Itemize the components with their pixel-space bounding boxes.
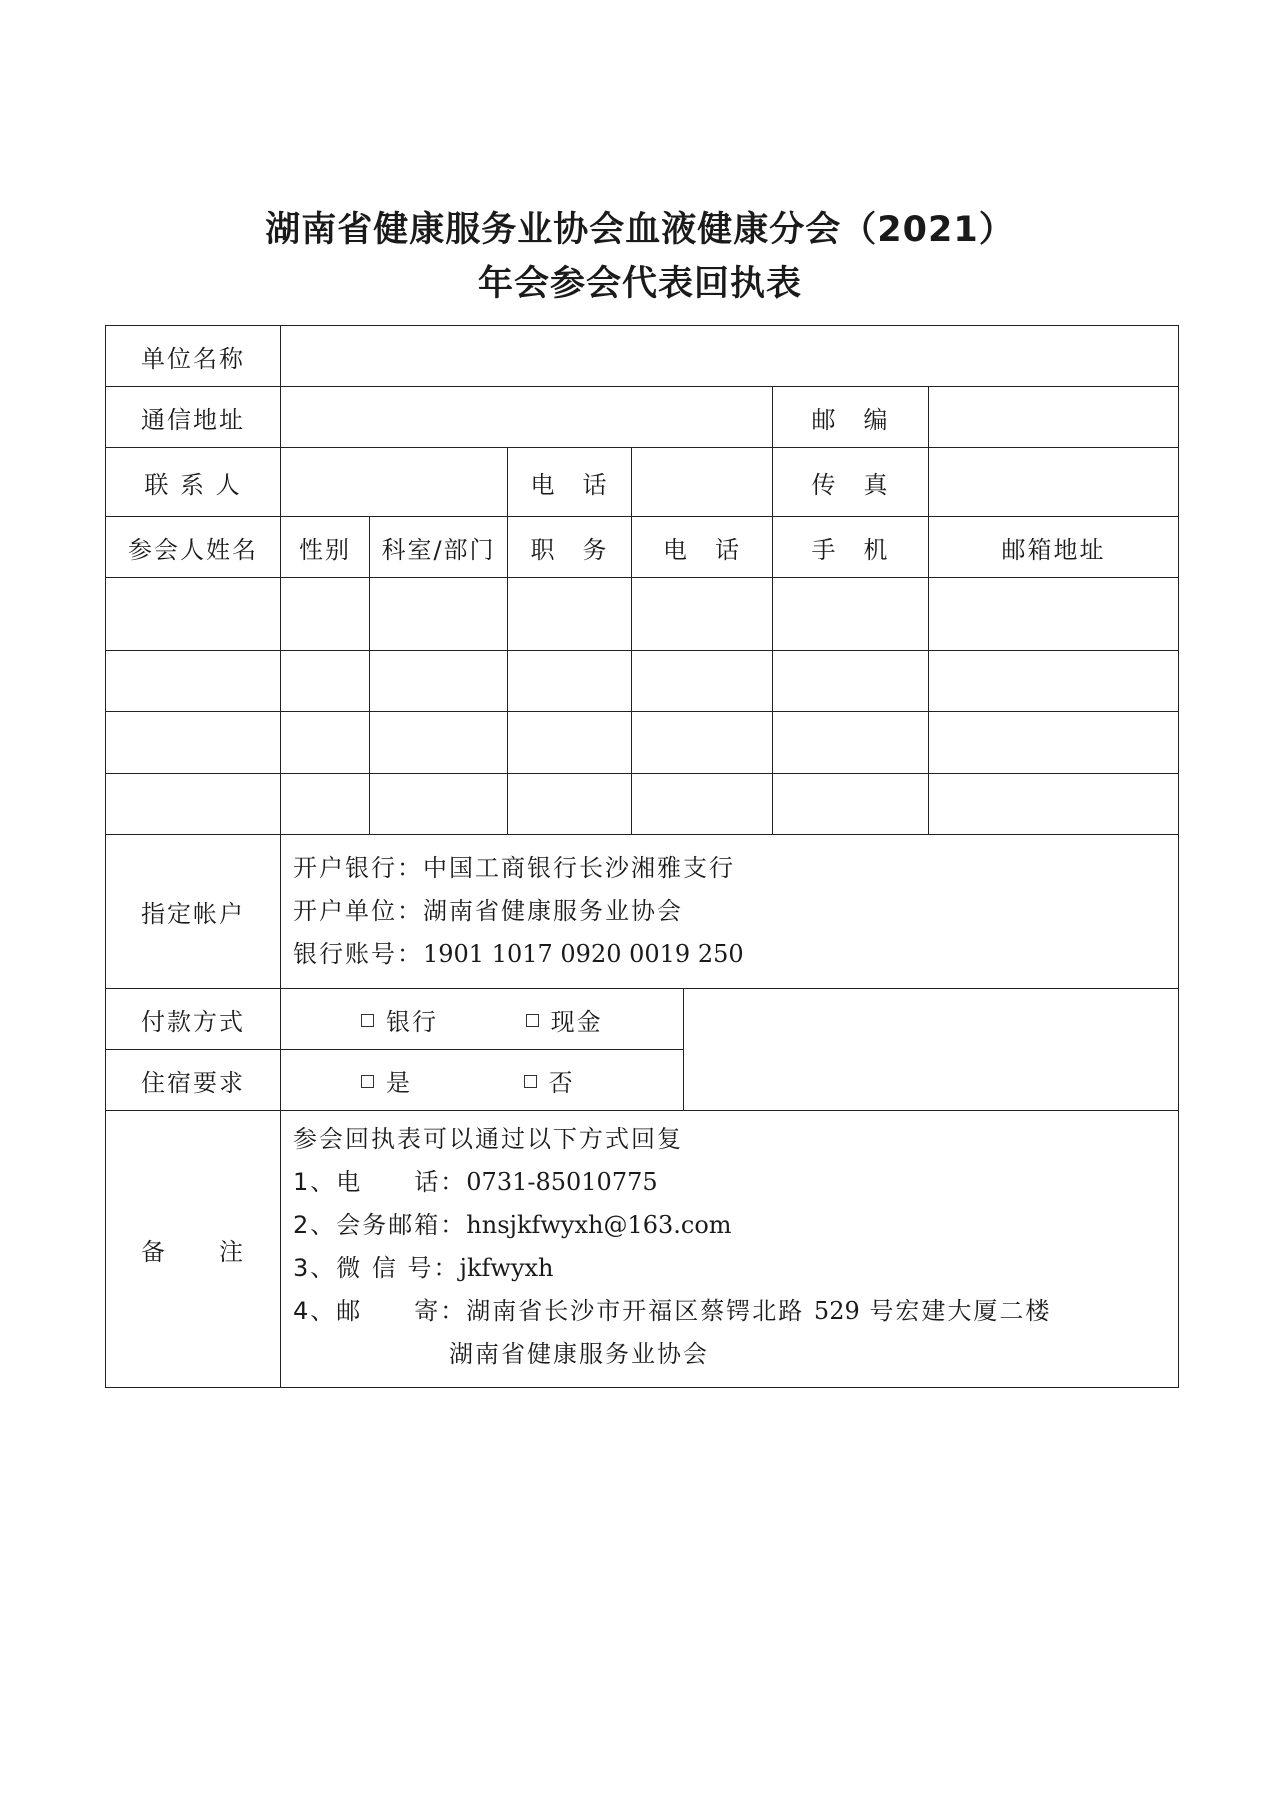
bank-name: 中国工商银行长沙湘雅支行 <box>423 854 735 882</box>
unit-name-field[interactable] <box>281 326 1179 387</box>
notes-row <box>106 1111 1179 1388</box>
col-header-position: 职 务 <box>508 517 632 578</box>
fax-field[interactable] <box>929 448 1179 517</box>
account-number: 1901 1017 0920 0019 250 <box>423 940 744 968</box>
attendee-row <box>106 774 1179 835</box>
attendee-name-cell[interactable] <box>106 712 281 774</box>
account-number-prefix: 银行账号： <box>293 940 423 968</box>
notes-phone-prefix: 1、电 话： <box>293 1168 467 1196</box>
attendee-position-cell[interactable] <box>508 651 632 712</box>
fax-label: 传 真 <box>773 448 929 517</box>
attendee-mobile-cell[interactable] <box>773 712 929 774</box>
attendee-gender-cell[interactable] <box>281 578 370 651</box>
notes-mail-prefix: 4、邮 寄： <box>293 1297 467 1325</box>
contact-phone-field[interactable] <box>632 448 773 517</box>
payment-row <box>106 989 1179 1050</box>
notes-mail-recipient: 湖南省健康服务业协会 <box>449 1340 709 1368</box>
bank-line <box>293 847 1178 890</box>
checkbox-icon[interactable] <box>526 1014 539 1027</box>
col-header-gender: 性别 <box>281 517 370 578</box>
checkbox-icon[interactable] <box>361 1014 374 1027</box>
lodging-option-no[interactable] <box>524 1063 575 1098</box>
attendee-header-row <box>106 517 1179 578</box>
lodging-label: 住宿要求 <box>106 1050 281 1111</box>
attendee-phone-cell[interactable] <box>632 712 773 774</box>
account-label: 指定帐户 <box>106 835 281 989</box>
col-header-mobile: 手 机 <box>773 517 929 578</box>
payment-options <box>281 989 684 1050</box>
checkbox-icon[interactable] <box>524 1075 537 1088</box>
attendee-email-cell[interactable] <box>929 712 1179 774</box>
postcode-label: 邮 编 <box>773 387 929 448</box>
address-label: 通信地址 <box>106 387 281 448</box>
account-number-line <box>293 933 1178 976</box>
attendee-phone-cell[interactable] <box>632 651 773 712</box>
contact-field[interactable] <box>281 448 508 517</box>
contact-label: 联 系 人 <box>106 448 281 517</box>
attendee-department-cell[interactable] <box>370 578 508 651</box>
attendee-email-cell[interactable] <box>929 651 1179 712</box>
registration-form-table <box>105 325 1179 1388</box>
notes-email-value: hnsjkfwyxh@163.com <box>466 1211 732 1239</box>
checkbox-icon[interactable] <box>361 1075 374 1088</box>
notes-phone-line <box>293 1161 1178 1204</box>
account-unit-name: 湖南省健康服务业协会 <box>423 897 683 925</box>
account-row <box>106 835 1179 989</box>
bank-prefix: 开户银行： <box>293 854 423 882</box>
attendee-name-cell[interactable] <box>106 578 281 651</box>
attendee-mobile-cell[interactable] <box>773 774 929 835</box>
notes-mail-line <box>293 1290 1178 1333</box>
attendee-row <box>106 578 1179 651</box>
attendee-gender-cell[interactable] <box>281 774 370 835</box>
attendee-position-cell[interactable] <box>508 578 632 651</box>
attendee-row <box>106 651 1179 712</box>
notes-wechat-prefix: 3、微 信 号： <box>293 1254 460 1282</box>
col-header-name: 参会人姓名 <box>106 517 281 578</box>
attendee-mobile-cell[interactable] <box>773 578 929 651</box>
attendee-email-cell[interactable] <box>929 774 1179 835</box>
attendee-mobile-cell[interactable] <box>773 651 929 712</box>
notes-mail-address-number: 529 <box>813 1297 860 1325</box>
notes-mail-address-a: 湖南省长沙市开福区蔡锷北路 <box>466 1297 805 1325</box>
col-header-phone: 电 话 <box>632 517 773 578</box>
attendee-name-cell[interactable] <box>106 774 281 835</box>
attendee-phone-cell[interactable] <box>632 578 773 651</box>
attendee-position-cell[interactable] <box>508 774 632 835</box>
attendee-position-cell[interactable] <box>508 712 632 774</box>
col-header-department: 科室/部门 <box>370 517 508 578</box>
postcode-field[interactable] <box>929 387 1179 448</box>
attendee-department-cell[interactable] <box>370 651 508 712</box>
attendee-department-cell[interactable] <box>370 774 508 835</box>
payment-option-bank-label: 银行 <box>386 1007 438 1036</box>
notes-content <box>281 1111 1179 1388</box>
payment-label: 付款方式 <box>106 989 281 1050</box>
attendee-email-cell[interactable] <box>929 578 1179 651</box>
attendee-phone-cell[interactable] <box>632 774 773 835</box>
notes-intro: 参会回执表可以通过以下方式回复 <box>293 1125 683 1153</box>
attendee-department-cell[interactable] <box>370 712 508 774</box>
payment-option-bank[interactable] <box>361 1002 438 1037</box>
attendee-gender-cell[interactable] <box>281 651 370 712</box>
payment-option-cash-label: 现金 <box>550 1007 603 1036</box>
notes-email-prefix: 2、会务邮箱： <box>293 1211 467 1239</box>
notes-phone-value: 0731-85010775 <box>466 1168 658 1196</box>
address-field[interactable] <box>281 387 773 448</box>
blank-merged-cell <box>684 989 1179 1111</box>
payment-option-cash[interactable] <box>526 1002 603 1037</box>
notes-email-line <box>293 1204 1178 1247</box>
unit-name-row <box>106 326 1179 387</box>
document-title-line1: 湖南省健康服务业协会血液健康分会（2021） <box>265 210 1015 250</box>
account-info <box>281 835 1179 989</box>
contact-phone-label: 电 话 <box>508 448 632 517</box>
attendee-row <box>106 712 1179 774</box>
document-title-line2: 年会参会代表回执表 <box>477 264 802 304</box>
lodging-option-no-label: 否 <box>548 1068 575 1097</box>
unit-name-label: 单位名称 <box>106 326 281 387</box>
contact-row <box>106 448 1179 517</box>
address-row <box>106 387 1179 448</box>
attendee-gender-cell[interactable] <box>281 712 370 774</box>
lodging-option-yes-label: 是 <box>386 1068 412 1097</box>
account-unit-line <box>293 890 1178 933</box>
col-header-email: 邮箱地址 <box>929 517 1179 578</box>
lodging-options <box>281 1050 684 1111</box>
notes-mail-address-b: 号宏建大厦二楼 <box>869 1297 1052 1325</box>
notes-label: 备 注 <box>106 1111 281 1388</box>
account-unit-prefix: 开户单位： <box>293 897 423 925</box>
notes-wechat-line <box>293 1247 1178 1290</box>
notes-wechat-value: jkfwyxh <box>459 1254 554 1282</box>
lodging-option-yes[interactable] <box>361 1063 412 1098</box>
attendee-name-cell[interactable] <box>106 651 281 712</box>
